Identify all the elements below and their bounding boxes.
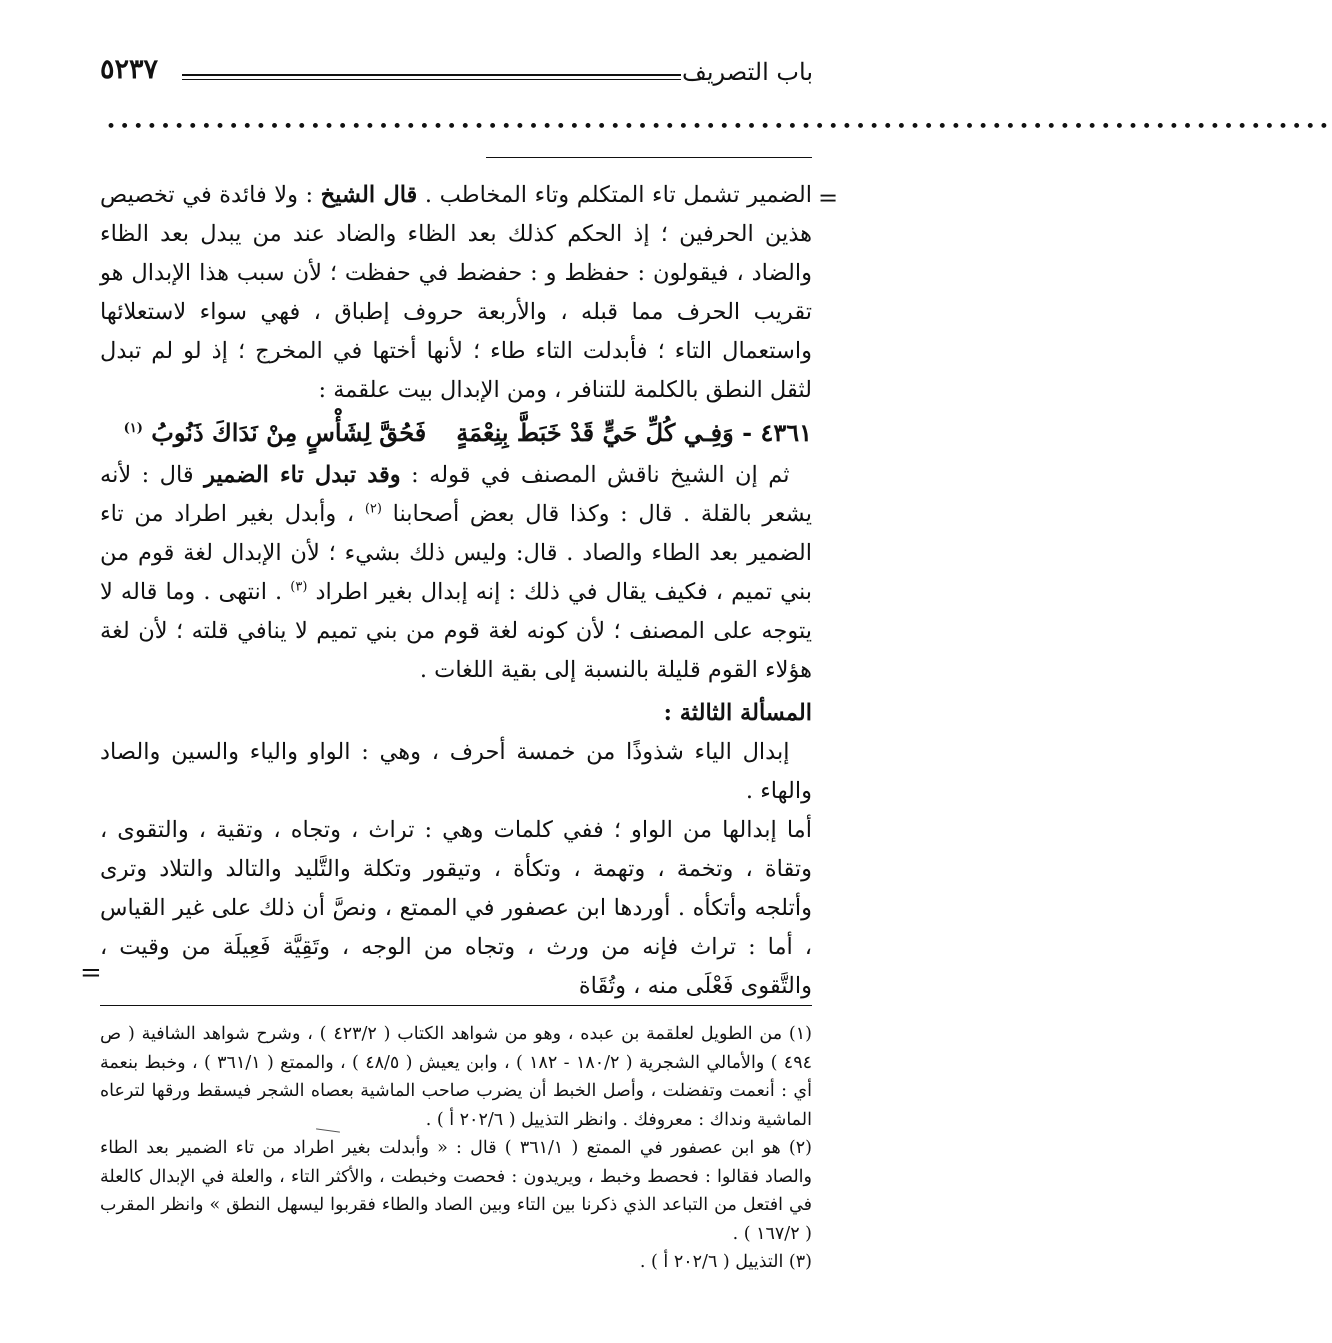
footnote-1: (١) من الطويل لعلقمة بن عبده ، وهو من شواهد الكتاب ( ٤٢٣/٢ ) ، وشرح شواهد الشافية ( ص ٤٩٤ ) والأمالي الشجرية ( ١٨٠/٢ - ١٨٢ ) ، وابن يعيش ( ٤٨/٥ ) ، والممتع ( ٣٦١/١ ) ، وخبط بنعمة أي : أنعمت وتفضلت ، وأصل الخبط أن يضرب صاحب الماشية بعصاه الشجر فيسقط ورقها لترعاه الماشية ونداك : معروفك . وانظر التذييل ( ٢٠٢/٦ أ ) . — [100, 1024, 812, 1130]
paragraph-3: إبدال الياء شذوذًا من خمسة أحرف ، وهي : الواو والياء والسين والصاد والهاء . — [100, 739, 812, 804]
continuation-mark: = — [818, 184, 839, 212]
bold-term: وقد تبدل تاء الضمير — [204, 462, 401, 488]
footnotes — [100, 1020, 812, 1277]
short-rule — [486, 157, 812, 158]
paragraph-4: أما إبدالها من الواو ؛ ففي كلمات وهي : تراث ، وتجاه ، وتقية ، والتقوى ، وتقاة ، وتخمة ، وتهمة ، وتكأة ، وتيقور وتكلة والتَّليد والتالد والتلاد وترى وأتلجه وأتكأه . أوردها ابن عصفور في الممتع ، ونصَّ أن ذلك على غير القياس ، أما : تراث فإنه من ورث ، وتجاه من الوجه ، وتَقِيَّة فَعِيلَة من وقيت ، والتَّقوى فَعْلَى منه ، وتُقَاة — [100, 817, 812, 999]
verse-line — [100, 410, 812, 456]
dotted-separator: •••••••••••••••••••••••••••••••••••••••••••••••••••••••••••••••••••••••••••••••••••••••••• — [106, 117, 1332, 137]
verse-second-half: فَحُقَّ لِشَأْسٍ مِنْ نَدَاكَ ذَنُوبُ — [151, 418, 427, 447]
section-heading: المسألة الثالثة : — [663, 700, 812, 726]
footnote-ref: (٣) — [290, 579, 308, 595]
verse-number: ٤٣٦١ - — [742, 418, 812, 447]
page-header — [100, 54, 813, 94]
footnote-ref: (١) — [123, 421, 143, 436]
verse-first-half: وَفِـي كُلِّ حَيٍّ قَدْ خَبَطَّ بِنِعْمَةٍ — [456, 418, 734, 447]
footnote-ref: (٢) — [364, 501, 382, 517]
page-number: ٥٢٣٧ — [100, 54, 159, 85]
paragraph-2: ثم إن الشيخ ناقش المصنف في قوله : وقد تبدل تاء الضمير قال : لأنه يشعر بالقلة . قال : وكذا قال بعض أصحابنا $^{(٢)}$ ، وأبدل بغير اطراد من تاء الضمير بعد الطاء والصاد . قال: وليس ذلك بشيء ؛ لأن الإبدال لغة قوم من بني تميم ، فكيف يقال في ذلك : إنه إبدال بغير اطراد $^{(٣)}$ . انتهى . وما قاله لا يتوجه على المصنف ؛ لأن كونه لغة قوم من بني تميم لا ينافي قلته ؛ لأن لغة هؤلاء القوم قليلة بالنسبة إلى بقية اللغات . — [100, 462, 812, 683]
continuation-mark-end: = — [80, 958, 102, 988]
chapter-title: باب التصريف — [681, 58, 813, 86]
bold-term: قال الشيخ — [320, 182, 418, 208]
paragraph-1: الضمير تشمل تاء المتكلم وتاء المخاطب . قال الشيخ : ولا فائدة في تخصيص هذين الحرفين ؛ إذ الحكم كذلك بعد الظاء والضاد عند من يبدل بعد الظاء والضاد ، فيقولون : حفظط و : حفضط في حفظت ؛ لأن سبب هذا الإبدال هو تقريب الحرف مما قبله ، والأربعة حروف إطباق ، فهي سواء لاستعلائها واستعمال التاء ؛ فأبدلت التاء طاء ؛ لأنها أختها في المخرج ؛ إذ لو لم تبدل لثقل النطق بالكلمة للتنافر ، ومن الإبدال بيت علقمة : — [100, 182, 813, 403]
main-text — [100, 176, 812, 1006]
footnote-rule — [100, 1005, 812, 1006]
header-rule — [182, 74, 681, 80]
footnote-2: (٢) هو ابن عصفور في الممتع ( ٣٦١/١ ) قال : « وأبدلت بغير اطراد من تاء الضمير بعد الطاء والصاد فقالوا : فحصط وخبط ، ويريدون : فحصت وخبطت ، والأكثر التاء ، والعلة في الإبدال كالعلة في افتعل من التباعد الذي ذكرنا بين التاء وبين الصاد والطاء فقربوا ليسهل النطق » وانظر المقرب ( ١٦٧/٢ ) . — [100, 1138, 812, 1244]
footnote-3: (٣) التذييل ( ٢٠٢/٦ أ ) . — [639, 1252, 812, 1272]
